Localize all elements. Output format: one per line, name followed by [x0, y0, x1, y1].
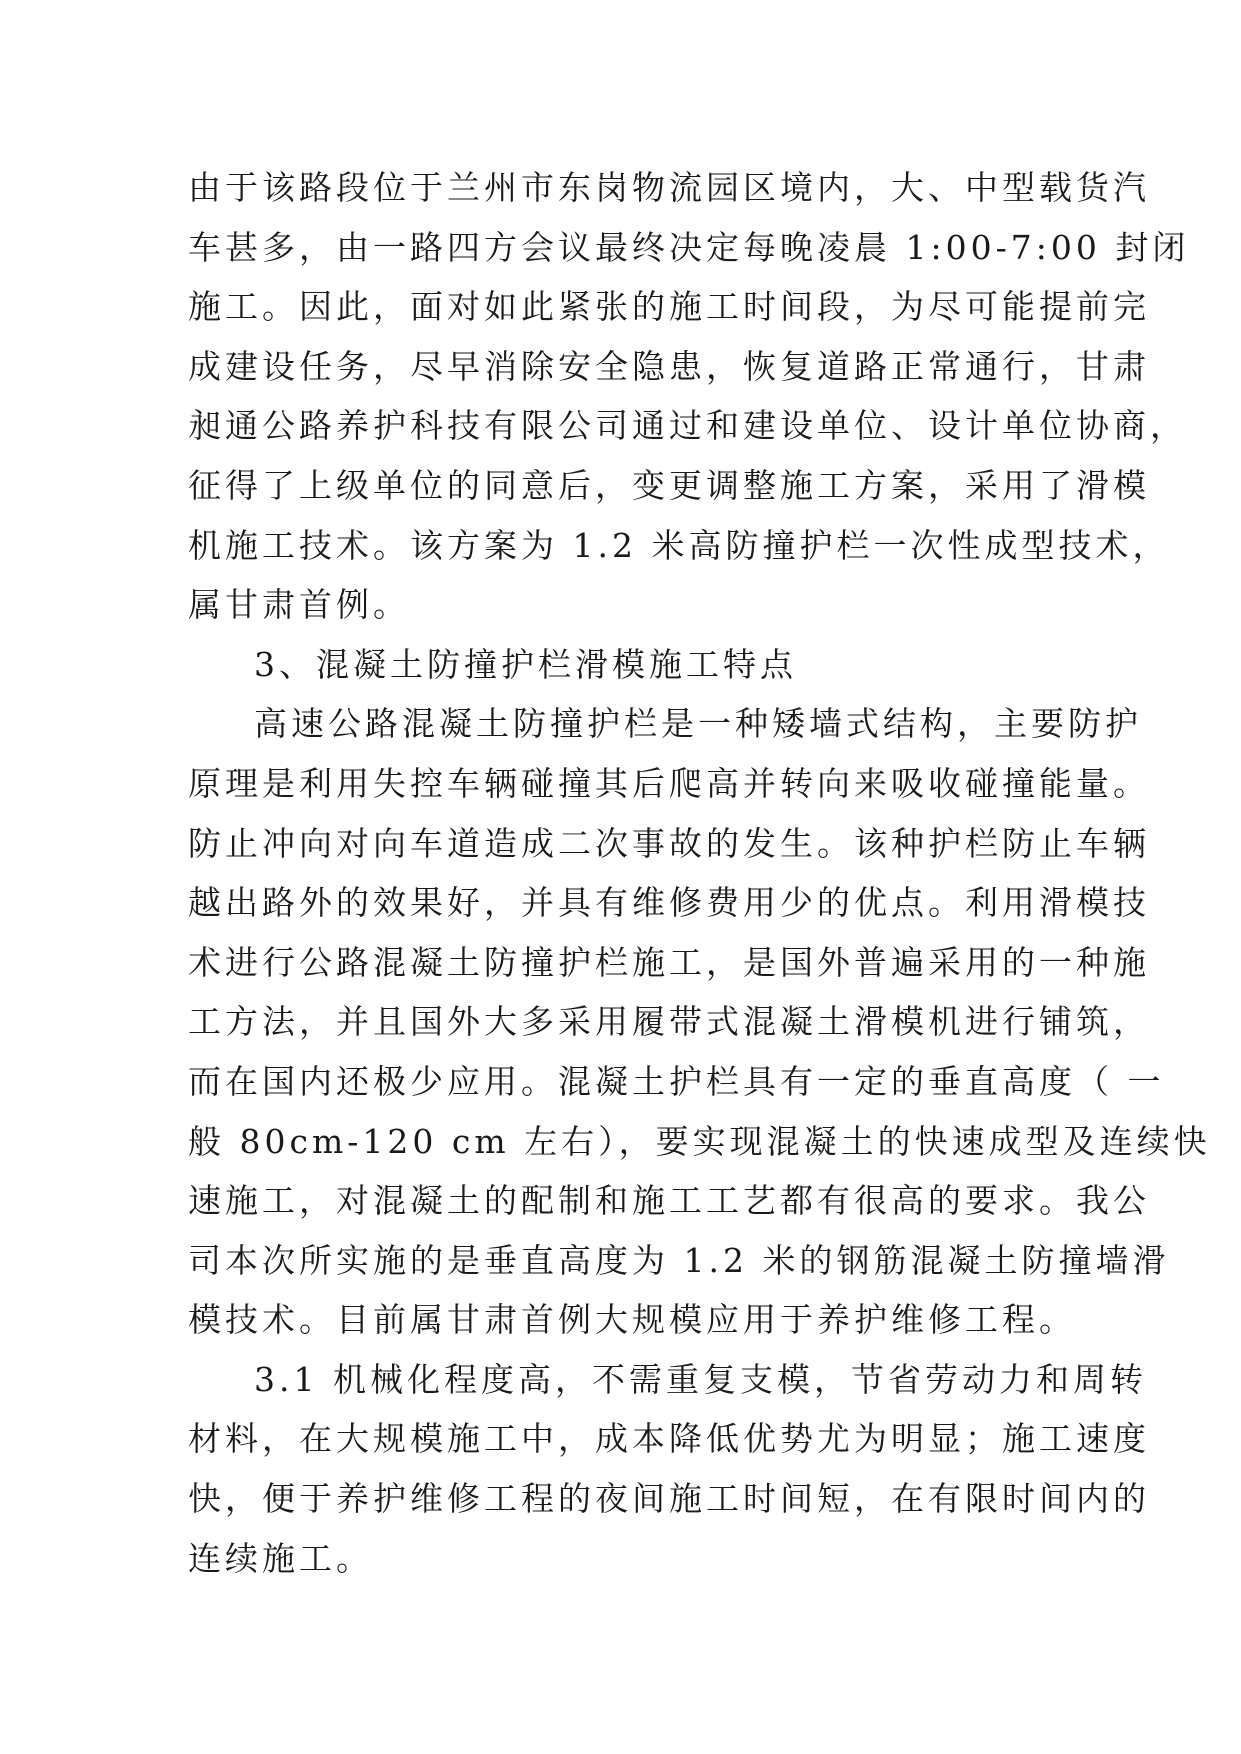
text-line: 原理是利用失控车辆碰撞其后爬高并转向来吸收碰撞能量。: [188, 763, 1150, 803]
text-line: 高速公路混凝土防撞护栏是一种矮墙式结构，主要防护: [254, 704, 1142, 744]
text-line: 属甘肃首例。: [188, 585, 410, 625]
document-body: [188, 158, 1211, 1588]
text-line: 征得了上级单位的同意后，变更调整施工方案，采用了滑模: [188, 465, 1150, 505]
text-line: 工方法，并且国外大多采用履带式混凝土滑模机进行铺筑，: [188, 1002, 1150, 1042]
text-line: 由于该路段位于兰州市东岗物流园区境内，大、中型载货汽: [188, 168, 1150, 207]
text-line: 昶通公路养护科技有限公司通过和建设单位、设计单位协商，: [188, 406, 1187, 446]
text-line: 速施工，对混凝土的配制和施工工艺都有很高的要求。我公: [188, 1181, 1150, 1221]
paragraph-2: [188, 694, 1211, 1350]
text-line: 连续施工。: [188, 1538, 373, 1578]
paragraph-3: [188, 1350, 1150, 1588]
paragraph-1: [188, 158, 1190, 635]
text-line: 快，便于养护维修工程的夜间施工时间短，在有限时间内的: [188, 1479, 1150, 1519]
text-line: 车甚多，由一路四方会议最终决定每晚凌晨 1:00-7:00 封闭: [188, 227, 1190, 267]
text-line: 材料，在大规模施工中，成本降低优势尤为明显；施工速度: [188, 1419, 1150, 1459]
text-line: 术进行公路混凝土防撞护栏施工，是国外普遍采用的一种施: [188, 942, 1150, 982]
text-line: 越出路外的效果好，并具有维修费用少的优点。利用滑模技: [188, 883, 1150, 923]
text-line: 模技术。目前属甘肃首例大规模应用于养护维修工程。: [188, 1300, 1076, 1340]
text-line: 般 80cm-120 cm 左右），要实现混凝土的快速成型及连续快: [188, 1121, 1211, 1161]
text-line: 而在国内还极少应用。混凝土护栏具有一定的垂直高度（ 一: [188, 1061, 1165, 1101]
text-line: 司本次所实施的是垂直高度为 1.2 米的钢筋混凝土防撞墙滑: [188, 1240, 1170, 1280]
text-line: 成建设任务，尽早消除安全隐患，恢复道路正常通行，甘肃: [188, 346, 1150, 386]
section-heading: 3、混凝土防撞护栏滑模施工特点: [254, 644, 797, 684]
text-line: 施工。因此，面对如此紧张的施工时间段，为尽可能提前完: [188, 287, 1150, 327]
text-line: 防止冲向对向车道造成二次事故的发生。该种护栏防止车辆: [188, 823, 1150, 863]
text-line: 3.1 机械化程度高，不需重复支模，节省劳动力和周转: [254, 1359, 1147, 1399]
text-line: 机施工技术。该方案为 1.2 米高防撞护栏一次性成型技术，: [188, 525, 1170, 565]
